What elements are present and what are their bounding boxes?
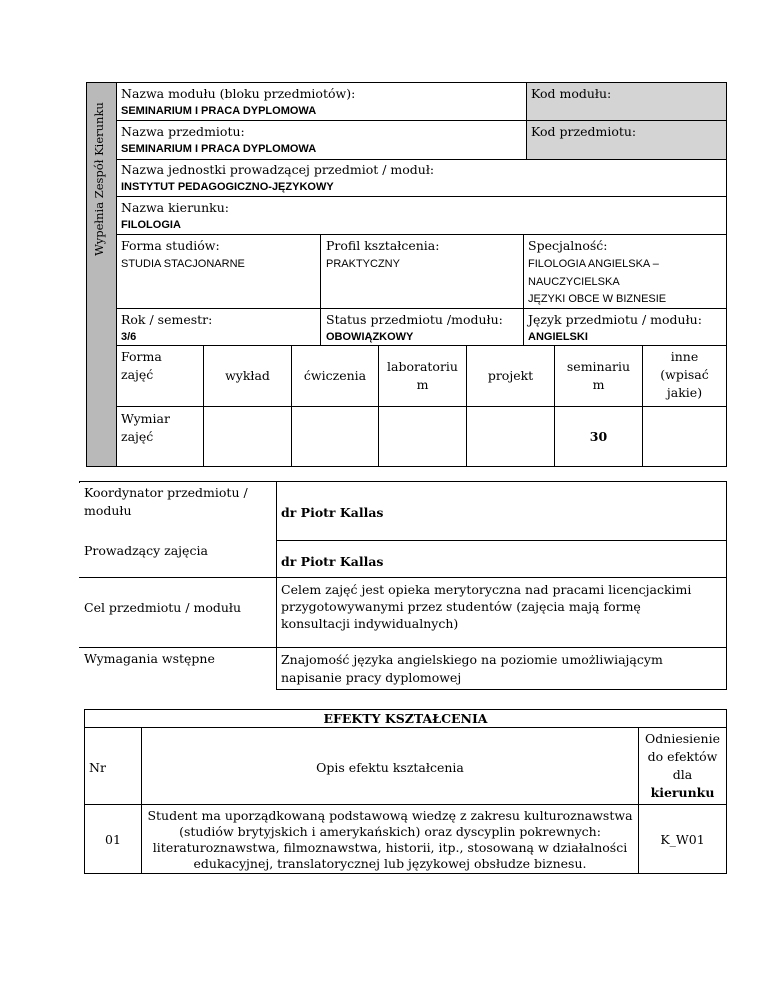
class-type-seminar: seminariu (566, 359, 631, 374)
hours-seminar: 30 (589, 429, 608, 444)
col-reference: Odniesienie (645, 731, 720, 746)
requirements-line: Znajomość języka angielskiego na poziomie umożliwiającym (281, 652, 663, 667)
course-code-label: Kod przedmiotu: (531, 124, 637, 139)
year-label: Rok / semestr: (121, 312, 213, 327)
requirements-line: napisanie pracy dyplomowej (281, 670, 462, 685)
specialty-label: Specjalność: (528, 238, 608, 253)
goal-line: konsultacji indywidualnych) (281, 616, 459, 631)
goal-line: przygotowywanymi przez studentów (zajęcia mają formę (281, 599, 641, 614)
language-label: Język przedmiotu / modułu: (528, 312, 702, 327)
specialty-line: FILOLOGIA ANGIELSKA – (528, 258, 659, 270)
coordinator-label: modułu (84, 503, 132, 518)
course-name-label: Nazwa przedmiotu: (121, 124, 245, 139)
side-label: Wypełnia Zespół Kierunku (92, 102, 106, 256)
unit-value: INSTYTUT PEDAGOGICZNO-JĘZYKOWY (121, 181, 334, 193)
class-type-lecture: wykład (225, 368, 270, 383)
profile-label: Profil kształcenia: (326, 238, 440, 253)
coordinator-value: dr Piotr Kallas (281, 505, 384, 520)
form-label: zajęć (121, 367, 154, 382)
effect-reference: K_W01 (660, 832, 705, 847)
module-code-label: Kod modułu: (531, 86, 612, 101)
class-type-lab: m (416, 377, 429, 392)
course-name-value: SEMINARIUM I PRACA DYPLOMOWA (121, 143, 317, 155)
col-description: Opis efektu kształcenia (316, 760, 464, 775)
hours-label: zajęć (121, 429, 154, 444)
status-value: OBOWIĄZKOWY (326, 331, 414, 343)
goal-label: Cel przedmiotu / modułu (84, 600, 242, 615)
coordinator-label: Koordynator przedmiotu / (84, 485, 248, 500)
effect-line: edukacyjnej, translatorycznej lub językowej obsłudze biznesu. (193, 856, 587, 871)
profile-value: PRAKTYCZNY (326, 258, 400, 270)
year-value: 3/6 (121, 331, 137, 343)
effect-line: literaturoznawstwa, filmoznawstwa, historii, itp., stosowaną w działalności (152, 840, 628, 855)
class-type-seminar: m (592, 377, 605, 392)
class-type-exercises: ćwiczenia (303, 368, 367, 383)
module-name-value: SEMINARIUM I PRACA DYPLOMOWA (121, 105, 317, 117)
class-type-other: jakie) (666, 385, 703, 400)
class-type-other: inne (670, 349, 699, 364)
unit-label: Nazwa jednostki prowadzącej przedmiot / moduł: (121, 162, 435, 177)
teacher-label: Prowadzący zajęcia (84, 543, 208, 558)
effect-line: (studiów brytyjskich i amerykańskich) oraz dyscyplin pokrewnych: (179, 824, 601, 839)
specialty-line: JĘZYKI OBCE W BIZNESIE (528, 293, 667, 305)
class-type-project: projekt (487, 368, 534, 383)
effect-nr: 01 (105, 832, 121, 847)
field-value: FILOLOGIA (121, 219, 181, 231)
status-label: Status przedmiotu /modułu: (326, 312, 503, 327)
effects-title: EFEKTY KSZTAŁCENIA (323, 711, 488, 726)
class-type-other: (wpisać (660, 367, 709, 382)
specialty-line: NAUCZYCIELSKA (528, 276, 620, 288)
col-nr: Nr (89, 760, 106, 775)
goal-line: Celem zajęć jest opieka merytoryczna nad pracami licencjackimi (281, 582, 692, 597)
teacher-value: dr Piotr Kallas (281, 554, 384, 569)
module-name-label: Nazwa modułu (bloku przedmiotów): (121, 86, 356, 101)
col-reference: do efektów (647, 749, 718, 764)
field-label: Nazwa kierunku: (121, 200, 229, 215)
study-form-label: Forma studiów: (121, 238, 220, 253)
language-value: ANGIELSKI (528, 331, 588, 343)
col-reference: dla (672, 767, 693, 782)
effect-line: Student ma uporządkowaną podstawową wiedzę z zakresu kulturoznawstwa (147, 808, 633, 823)
study-form-value: STUDIA STACJONARNE (121, 258, 245, 270)
form-label: Forma (121, 349, 162, 364)
requirements-label: Wymagania wstępne (84, 651, 215, 666)
hours-label: Wymiar (121, 411, 170, 426)
col-reference: kierunku (650, 785, 715, 800)
class-type-lab: laboratoriu (387, 359, 458, 374)
